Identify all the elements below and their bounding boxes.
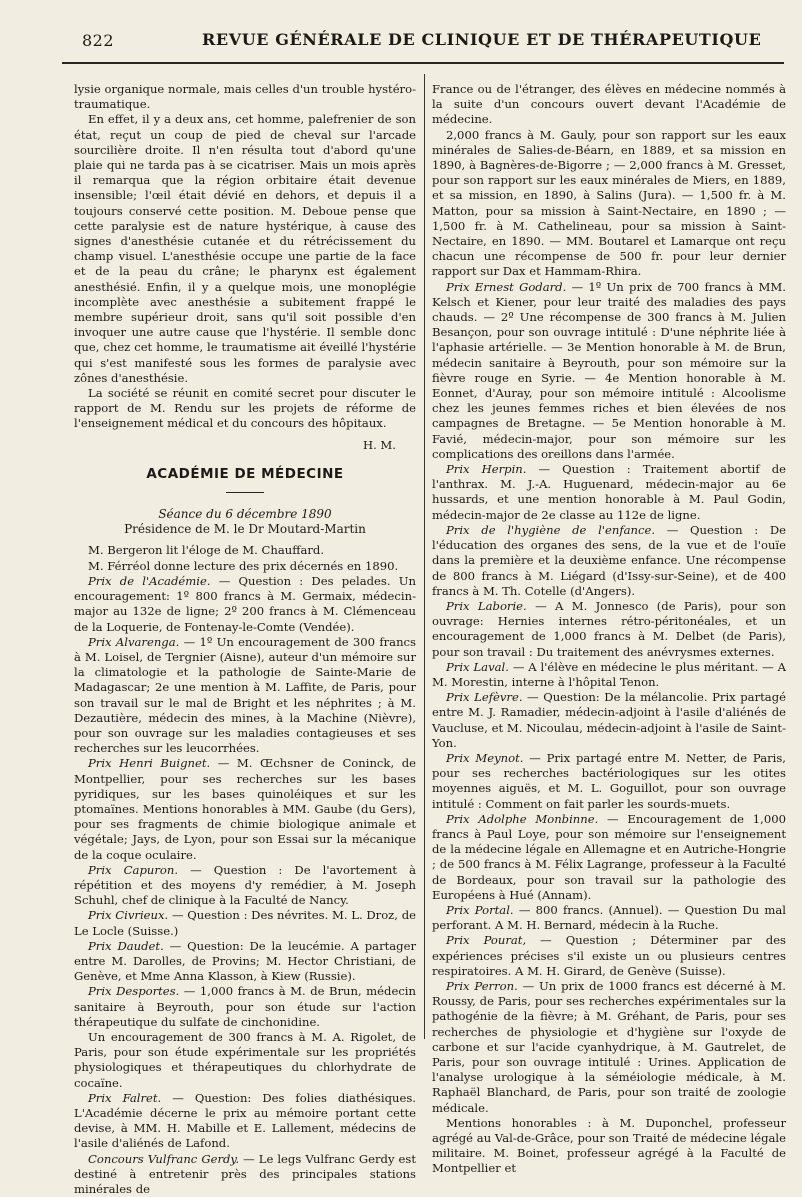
entry-text: — Question : Des pelades. Un encouragement: 1º 800 francs à M. Germaix, médecin-major au 132e de ligne; 2º 200 francs à M. Clémenceau de la Loquerie, de Fontenay-le-Comte (Vendée).	[74, 573, 417, 634]
prize-name: Prix de l'Académie.	[88, 573, 211, 588]
entry-text: — Encouragement de 1,000 francs à Paul Loye, pour son mémoire sur l'enseignement de la médecine légale en Allemagne et en Autriche-Hongrie ; de 500 francs à M. Félix Lagrange, professeur à la Faculté de Bordeaux, pour son travail sur la pathologie des Européens à Hué (Annam).	[432, 811, 786, 902]
entry	[74, 863, 416, 909]
title-rule	[226, 492, 264, 493]
right-column	[432, 82, 787, 1176]
entry	[432, 280, 786, 462]
entry-text: — 1º Un encouragement de 300 francs à M. Loisel, de Tergnier (Aisne), auteur d'un mémoire sur la climatologie et la pathologie de Sainte-Marie de Madagascar; 2e une mention à M. Laffite, de Paris, pour son travail sur le mal de Bright et les néphrites ; à M. Dezautière, médecin des mines, à la Machine (Nièvre), pour son ouvrage sur les maladies contagieuses et ses recherches sur les leucorrhées.	[74, 634, 416, 756]
entry	[74, 635, 416, 757]
prize-name: Prix Laborie.	[446, 598, 527, 613]
entry	[432, 979, 786, 1116]
header-rule	[62, 62, 784, 64]
prize-name: Prix Meynot.	[446, 750, 524, 765]
page-header	[62, 26, 784, 56]
prize-name: Prix Ernest Godard.	[446, 279, 567, 294]
column-divider	[424, 74, 425, 1039]
prize-name: Prix Capuron.	[88, 862, 179, 877]
entry	[432, 462, 786, 523]
entry-text: — 800 francs. (Annuel). — Question Du mal perforant. A M. H. Bernard, médecin à la Ruche.	[432, 902, 787, 933]
entry: M. Férréol donne lecture des prix décernés en 1890.	[88, 558, 399, 573]
paragraph: Mentions honorables : à M. Duponchel, professeur agrégé au Val-de-Grâce, pour son Traité de médecine légale militaire. M. Boinet, professeur agrégé à la Faculté de Montpellier et	[432, 1115, 786, 1176]
entry	[74, 908, 416, 938]
entry: Un encouragement de 300 francs à M. A. Rigolet, de Paris, pour son étude expérimentale sur les propriétés physiologiques et thérapeutiques du chlorhydrate de cocaïne.	[74, 1029, 416, 1090]
entry-text: — Question ; Déterminer par des expériences précises s'il existe un ou plusieurs centres respiratoires. A M. H. Girard, de Genève (Suisse).	[432, 933, 787, 978]
entry	[432, 690, 786, 751]
entry-text: — Question : Des névrites. M. L. Droz, de Le Locle (Suisse.)	[74, 908, 416, 938]
prize-name: Prix Lefèvre.	[446, 690, 523, 705]
prize-name: Prix Desportes.	[88, 984, 180, 999]
prize-name: Prix Henri Buignet.	[88, 756, 211, 771]
prize-name: Prix Daudet.	[88, 938, 164, 953]
entry	[432, 903, 786, 933]
entry-text: — 1º Un prix de 700 francs à MM. Kelsch et Kiener, pour leur traité des maladies des pays chauds. — 2º Une récompense de 300 francs à M. Julien Besançon, pour son ouvrage intitulé : D'une néphrite liée à l'aphasie artérielle. — 3e Mention honorable à M. de Brun, médecin sanitaire à Beyrouth, pour son mémoire sur la fièvre rouge en Syrie. — 4e Mention honorable à M. Eonnet, d'Auray, pour son mémoire intitulé : Alcoolisme chez les jeunes femmes riches et bien élevées de nos campagnes de Bretagne. — 5e Mention honorable à M. Favié, médecin-major, pour son mémoire sur les complications des oreillons dans l'armée.	[432, 279, 786, 461]
entry	[432, 523, 786, 599]
entry	[74, 756, 416, 862]
running-head: REVUE GÉNÉRALE DE CLINIQUE ET DE THÉRAPEUTIQUE	[202, 30, 762, 49]
entry-text: — A M. Jonnesco (de Paris), pour son ouvrage: Hernies internes rétro-péritonéales, et un encouragement de 1,000 francs à M. Delbet (de Paris), pour son travail : Du traitement des anévrysmes externes.	[432, 598, 786, 659]
prize-name: Prix Herpin.	[446, 462, 527, 477]
prize-name: Prix Falret.	[88, 1090, 162, 1105]
entry: M. Bergeron lit l'éloge de M. Chauffard.	[88, 543, 325, 558]
session-president: Présidence de M. le Dr Moutard-Martin	[124, 522, 366, 537]
entry-text: — Le legs Vulfranc Gerdy est destiné à entretenir près des principales stations minérales de	[74, 1151, 416, 1197]
paragraph: En effet, il y a deux ans, cet homme, palefrenier de son état, reçut un coup de pied de cheval sur l'arcade sourcilière droite. Il n'en résulta tout d'abord qu'une plaie qui ne tarda pas à se cicatriser. Mais un mois après il remarqua que la région orbitaire était devenue insensible; l'œil était dévié en dehors, et depuis il a toujours conservé cette position. M. Deboue pense que cette paralysie est de nature hystérique, à cause des signes d'anesthésie cutanée et du rétrécissement du champ visuel. L'anesthésie occupe une partie de la face et de la peau du crâne; le pharynx est également anesthésié. Enfin, il y a quelque mois, une monoplégie incomplète avec anesthésie a subitement frappé le membre supérieur droit, sans qu'il soit possible d'en invoquer une autre cause que l'hystérie. Il semble donc que, chez cet homme, le traumatisme ait éveillé l'hystérie qui s'est manifesté sous les formes de paralysie avec zônes d'anesthésie.	[74, 112, 416, 385]
signature: H. M.	[362, 437, 396, 452]
prize-name: Prix Laval.	[446, 659, 509, 674]
prize-name: Prix Alvarenga.	[88, 634, 180, 649]
entry-text: — Question: Des folies diathésiques. L'Académie décerne le prix au mémoire portant cette devise, à MM. H. Mabille et E. Lallement, médecins de l'asile d'aliénés de Lafond.	[74, 1090, 416, 1151]
section-title-text: ACADÉMIE DE MÉDECINE	[146, 465, 344, 482]
paragraph: lysie organique normale, mais celles d'un trouble hystéro-traumatique.	[74, 82, 416, 112]
paragraph: 2,000 francs à M. Gauly, pour son rapport sur les eaux minérales de Salies-de-Béarn, en 1889, et sa mission en 1890, à Bagnères-de-Bigorre ; — 2,000 francs à M. Gresset, pour son rapport sur les eaux minérales de Miers, en 1889, et sa mission, en 1890, à Salins (Jura). — 1,500 fr. à M. Matton, pour sa mission à Saint-Nectaire, en 1890 ; — 1,500 fr. à M. Cathelineau, pour sa mission à Saint-Nectaire, en 1890. — MM. Boutarel et Lamarque ont reçu chacun une récompense de 500 fr. pour leur dernier rapport sur Dax et Hammam-Rhira.	[432, 127, 786, 279]
entry	[432, 599, 786, 660]
entry	[74, 574, 416, 635]
section-title	[74, 467, 416, 493]
entry-text: — M. Œchsner de Coninck, de Montpellier, pour ses recherches sur les bases pyridiques, sur les bases quinoléiques et sur les ptomaïnes. Mentions honorables à MM. Gaube (du Gers), pour ses fragments de chimie biologique animale et végétale; Jays, de Lyon, pour son Essai sur la mécanique de la coque oculaire.	[74, 756, 416, 862]
prize-name: Concours Vulfranc Gerdy.	[88, 1151, 240, 1166]
prize-name: Prix Civrieux.	[88, 908, 169, 923]
prize-name: Prix Perron.	[446, 978, 518, 993]
entry-text: — Prix partagé entre M. Netter, de Paris, pour ses recherches bactériologiques sur les otites moyennes aiguës, et M. L. Goguillot, pour son ouvrage intitulé : Comment on fait parler les sourds-muets.	[432, 750, 786, 811]
entry-text: — Question : Traitement abortif de l'anthrax. M. J.-A. Huguenard, médecin-major au 6e hussards, et une mention honorable à M. Paul Godin, médecin-major de 2e classe au 112e de ligne.	[432, 462, 786, 522]
prize-name: Prix Portal.	[446, 902, 514, 917]
entry-text: — Question: De la mélancolie. Prix partagé entre M. J. Ramadier, médecin-adjoint à l'asile d'aliénés de Vaucluse, et M. Nicoulau, médecin-adjoint à l'asile de Saint-Yon.	[432, 690, 786, 750]
entry	[432, 751, 786, 812]
paragraph: France ou de l'étranger, des élèves en médecine nommés à la suite d'un concours ouvert devant l'Académie de médecine.	[432, 82, 786, 127]
entry-text: — Un prix de 1000 francs est décerné à M. Roussy, de Paris, pour ses recherches expérimentales sur la pathogénie de la fièvre; à M. Gréhant, de Paris, pour ses recherches de physiologie et d'hygiène sur l'oxyde de carbone et sur l'acide cyanhydrique, à M. Gautrelet, de Paris, pour son ouvrage intitulé : Urines. Application de l'analyse urologique à la séméiologie médicale, à M. Raphaël Blanchard, de Paris, pour son traité de zoologie médicale.	[432, 978, 786, 1115]
prize-name: Prix de l'hygiène de l'enfance.	[446, 522, 656, 537]
entry	[74, 939, 416, 985]
entry	[432, 933, 786, 979]
entry-text: — Question : De l'avortement à répétition et des moyens d'y remédier, à M. Joseph Schuhl, chef de clinique à la Faculté de Nancy.	[74, 862, 416, 908]
entry-text: — Question : De l'éducation des organes des sens, de la vue et de l'ouïe dans la première et la deuxième enfance. Une récompense de 800 francs à M. Liégard (d'Issy-sur-Seine), et de 400 francs à M. Th. Cotelle (d'Angers).	[432, 522, 786, 598]
page-number: 822	[82, 31, 115, 50]
paragraph: La société se réunit en comité secret pour discuter le rapport de M. Rendu sur les projets de réforme de l'enseignement médical et du concours des hôpitaux.	[74, 386, 416, 431]
entry	[432, 660, 786, 690]
left-column	[74, 82, 417, 1197]
prize-name: Prix Adolphe Monbinne.	[446, 811, 599, 826]
prize-name: Prix Pourat,	[446, 933, 527, 948]
entry	[74, 1091, 416, 1152]
entry-text: — 1,000 francs à M. de Brun, médecin sanitaire à Beyrouth, pour son étude sur l'action thérapeutique du sulfate de cinchonidine.	[74, 984, 416, 1029]
entry	[74, 1152, 416, 1197]
entry	[432, 812, 786, 903]
entry	[74, 984, 416, 1030]
entry-text: — A l'élève en médecine le plus méritant. — A M. Morestin, interne à l'hôpital Tenon.	[432, 659, 786, 689]
session-date: Séance du 6 décembre 1890	[158, 507, 332, 522]
entry-text: — Question: De la leucémie. A partager entre M. Darolles, de Provins; M. Hector Christiani, de Genève, et Mme Anna Klasson, à Kiew (Russie).	[74, 938, 417, 984]
